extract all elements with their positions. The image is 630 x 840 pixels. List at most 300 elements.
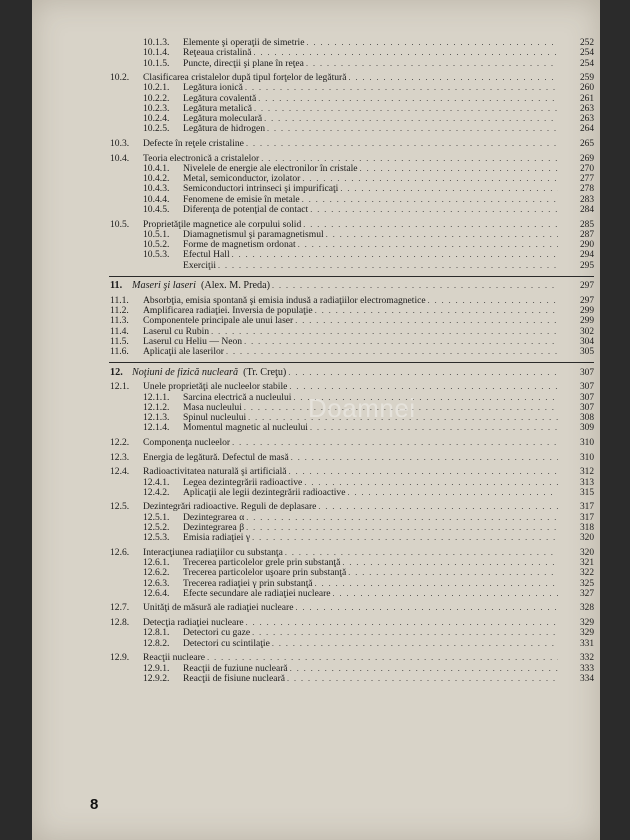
entry-page: 312	[579, 467, 594, 478]
entry-number: 12.6.4.	[143, 587, 170, 599]
dot-leader	[248, 413, 558, 423]
entry-title: Interacţiunea radiaţiilor cu substanţa	[143, 547, 283, 558]
entry-number: 12.6.3.	[143, 577, 170, 589]
entry-page: 334	[579, 673, 594, 684]
entry-author: (Alex. M. Preda)	[200, 281, 270, 292]
entry-page: 322	[579, 568, 594, 579]
dot-leader	[360, 164, 558, 174]
section-divider	[109, 276, 594, 277]
entry-title-line	[143, 306, 558, 316]
toc-entry	[32, 639, 600, 649]
entry-page: 308	[579, 413, 594, 424]
entry-title: Componenţa nucleelor	[143, 438, 231, 449]
entry-number: 12.4.	[110, 466, 130, 478]
toc-entry	[32, 174, 600, 184]
entry-title: Diamagnetismul şi paramagnetismul	[183, 229, 324, 240]
entry-page: 313	[579, 477, 594, 488]
dot-leader	[252, 533, 558, 543]
entry-title: Dezintegrări radioactive. Reguli de deplasare	[143, 502, 317, 513]
entry-page: 297	[579, 281, 594, 292]
entry-title-line	[183, 94, 558, 104]
entry-title: Emisia radiaţiei γ	[183, 533, 251, 544]
dot-leader	[245, 83, 558, 93]
toc-entry	[32, 240, 600, 250]
entry-number: 10.2.5.	[143, 123, 170, 135]
dot-leader	[318, 502, 558, 512]
toc-entry	[32, 261, 600, 271]
entry-title: Nivelele de energie ale electronilor în cristale	[183, 163, 358, 174]
entry-title: Unele proprietăţi ale nucleelor stabile	[143, 382, 288, 393]
entry-title-line	[183, 423, 558, 433]
dot-leader	[348, 488, 559, 498]
entry-title-line	[143, 347, 558, 357]
dot-leader	[246, 513, 558, 523]
entry-page: 307	[579, 367, 594, 378]
entry-title: Clasificarea cristalelor după tipul forţelor de legătură	[143, 73, 347, 84]
entry-title-line	[183, 48, 558, 58]
toc-entry	[32, 347, 600, 357]
entry-page: 320	[579, 547, 594, 558]
entry-title-line	[143, 73, 558, 83]
entry-title-line	[183, 533, 558, 543]
entry-page: 287	[579, 229, 594, 240]
toc-entry	[32, 488, 600, 498]
dot-leader	[326, 230, 558, 240]
entry-number: 10.2.2.	[143, 92, 170, 104]
dot-leader	[310, 205, 558, 215]
entry-title-line	[183, 674, 558, 684]
dot-leader	[253, 48, 558, 58]
entry-number: 12.5.2.	[143, 521, 170, 533]
entry-page: 304	[579, 336, 594, 347]
toc-entry	[32, 250, 600, 260]
entry-page: 317	[579, 512, 594, 523]
entry-number: 10.3.	[110, 138, 130, 150]
entry-number: 12.1.	[110, 381, 130, 393]
entry-page: 321	[579, 558, 594, 569]
entry-title-line	[143, 618, 558, 628]
dot-leader	[285, 548, 558, 558]
entry-title: Teoria electronică a cristalelor	[143, 153, 260, 164]
toc-entry	[32, 533, 600, 543]
entry-number: 10.5.2.	[143, 239, 170, 251]
dot-leader	[254, 104, 558, 114]
entry-number: 10.5.1.	[143, 228, 170, 240]
entry-title: Fenomene de emisie în metale	[183, 194, 300, 205]
toc-entry	[32, 59, 600, 69]
entry-number: 12.5.3.	[143, 532, 170, 544]
entry-title: Legătura metalică	[183, 103, 252, 114]
entry-title-line	[183, 240, 558, 250]
entry-page: 310	[579, 438, 594, 449]
toc-entry	[32, 230, 600, 240]
entry-title-line	[183, 558, 558, 568]
entry-page: 265	[579, 139, 594, 150]
entry-page: 305	[579, 347, 594, 358]
entry-number: 10.5.	[110, 218, 130, 230]
dot-leader	[218, 261, 558, 271]
entry-page: 307	[579, 382, 594, 393]
table-of-contents	[32, 38, 600, 684]
entry-title: Dezintegrarea β	[183, 522, 245, 533]
entry-number: 12.9.2.	[143, 672, 170, 684]
dot-leader	[244, 403, 558, 413]
entry-title-line	[183, 104, 558, 114]
toc-entry	[32, 423, 600, 433]
entry-page: 252	[579, 38, 594, 48]
dot-leader	[246, 618, 558, 628]
entry-number: 10.4.3.	[143, 183, 170, 195]
entry-title: Trecerea particolelor uşoare prin substanţă	[183, 568, 347, 579]
dot-leader	[261, 154, 558, 164]
entry-title: Laserul cu Heliu — Neon	[143, 336, 243, 347]
toc-entry	[32, 164, 600, 174]
toc-entry	[32, 104, 600, 114]
dot-leader	[342, 558, 558, 568]
entry-number: 12.6.	[110, 546, 130, 558]
entry-number: 12.9.1.	[143, 662, 170, 674]
entry-number: 10.4.5.	[143, 203, 170, 215]
entry-title-line	[183, 230, 558, 240]
entry-title-line	[183, 114, 558, 124]
toc-entry	[32, 48, 600, 58]
dot-leader	[232, 250, 558, 260]
entry-title: Metal, semiconductor, izolator	[183, 174, 301, 185]
entry-author: (Tr. Creţu)	[243, 367, 287, 378]
entry-title: Legătura ionică	[183, 83, 243, 94]
entry-page: 331	[579, 638, 594, 649]
entry-number: 10.4.	[110, 152, 130, 164]
toc-entry	[32, 628, 600, 638]
entry-title: Aplicaţii ale legii dezintegrării radioactive	[183, 487, 346, 498]
dot-leader	[340, 184, 558, 194]
entry-number: 12.1.3.	[143, 412, 170, 424]
dot-leader	[244, 337, 558, 347]
entry-title-line	[183, 589, 558, 599]
entry-title-line	[183, 478, 558, 488]
entry-page: 329	[579, 618, 594, 629]
dot-leader	[303, 220, 558, 230]
entry-title-line	[143, 296, 558, 306]
toc-entry	[32, 382, 600, 392]
entry-page: 260	[579, 83, 594, 94]
entry-title: Elemente şi operaţii de simetrie	[183, 38, 305, 48]
entry-title: Legătura covalentă	[183, 93, 257, 104]
entry-number: 12.6.2.	[143, 567, 170, 579]
dot-leader	[295, 316, 558, 326]
toc-entry	[32, 502, 600, 512]
entry-title-line	[143, 220, 558, 230]
entry-title-line	[143, 327, 558, 337]
entry-page: 299	[579, 306, 594, 317]
entry-title-line	[143, 154, 558, 164]
toc-entry	[32, 478, 600, 488]
toc-entry	[32, 467, 600, 477]
entry-page: 254	[579, 48, 594, 59]
entry-number: 12.4.2.	[143, 486, 170, 498]
entry-title: Spinul nucleului	[183, 413, 247, 424]
toc-entry	[32, 38, 600, 48]
entry-page: 263	[579, 103, 594, 114]
entry-page: 290	[579, 240, 594, 251]
entry-title-line	[183, 261, 558, 271]
toc-entry	[32, 393, 600, 403]
entry-page: 307	[579, 402, 594, 413]
dot-leader	[293, 393, 558, 403]
entry-title-line	[143, 467, 558, 477]
page-number: 8	[90, 796, 99, 813]
entry-number: 10.5.3.	[143, 249, 170, 261]
entry-page: 309	[579, 423, 594, 434]
entry-title: Trecerea radiaţiei γ prin substanţă	[183, 578, 313, 589]
entry-number: 11.3.	[110, 315, 129, 327]
entry-number: 11.2.	[110, 305, 129, 317]
entry-title-line	[183, 639, 558, 649]
entry-title: Amplificarea radiaţiei. Inversia de populaţie	[143, 306, 313, 317]
entry-title: Diferenţa de potenţial de contact	[183, 204, 309, 215]
entry-number: 12.6.1.	[143, 557, 170, 569]
entry-number: 10.4.1.	[143, 162, 170, 174]
toc-entry	[32, 184, 600, 194]
dot-leader	[302, 195, 558, 205]
entry-title: Laserul cu Rubin	[143, 326, 210, 337]
entry-number: 10.4.2.	[143, 173, 170, 185]
entry-title: Efectul Hall	[183, 250, 230, 261]
entry-number: 12.9.	[110, 652, 130, 664]
entry-title-line	[183, 628, 558, 638]
entry-title: Unităţi de măsură ale radiaţiei nucleare	[143, 603, 294, 614]
dot-leader	[349, 73, 558, 83]
entry-title: Componentele principale ale unui laser	[143, 316, 294, 327]
entry-page: 317	[579, 502, 594, 513]
entry-title: Absorbţia, emisia spontană şi emisia indusă a radiaţiilor electromagnetice	[143, 295, 426, 306]
entry-page: 318	[579, 522, 594, 533]
dot-leader	[287, 674, 558, 684]
entry-number: 12.4.1.	[143, 476, 170, 488]
entry-number: 10.2.4.	[143, 113, 170, 125]
watermark: Doamnei	[308, 393, 416, 423]
entry-number: 12.8.	[110, 617, 130, 629]
entry-title-line	[183, 250, 558, 260]
toc-entry	[32, 558, 600, 568]
toc-entry	[32, 73, 600, 83]
entry-number: 12.	[110, 366, 123, 378]
entry-number: 12.7.	[110, 602, 130, 614]
entry-page: 333	[579, 663, 594, 674]
entry-page: 264	[579, 124, 594, 135]
entry-title-line	[143, 382, 558, 392]
dot-leader	[267, 124, 558, 134]
entry-number: 12.5.	[110, 501, 130, 513]
entry-title-line	[183, 38, 558, 48]
entry-page: 254	[579, 58, 594, 69]
dot-leader	[207, 653, 558, 663]
entry-title-line	[183, 568, 558, 578]
dot-leader	[272, 639, 558, 649]
entry-title: Reacţii de fisiune nucleară	[183, 673, 286, 684]
entry-title: Proprietăţile magnetice ale corpului solid	[143, 219, 302, 230]
dot-leader	[289, 382, 558, 392]
entry-number: 11.5.	[110, 335, 129, 347]
entry-title: Radioactivitatea naturală şi artificială	[143, 467, 287, 478]
dot-leader	[306, 59, 558, 69]
entry-number: 12.3.	[110, 451, 130, 463]
toc-entry	[32, 124, 600, 134]
entry-title: Maseri şi laseri	[132, 281, 196, 292]
entry-page: 269	[579, 153, 594, 164]
entry-title: Reţeaua cristalină	[183, 48, 252, 59]
entry-number: 12.1.4.	[143, 422, 170, 434]
dot-leader	[258, 94, 558, 104]
entry-title: Efecte secundare ale radiaţiei nucleare	[183, 588, 331, 599]
toc-entry	[32, 413, 600, 423]
toc-chapter-entry	[32, 368, 600, 378]
entry-title: Reacţii nucleare	[143, 653, 206, 664]
entry-page: 278	[579, 184, 594, 195]
entry-title-line	[143, 603, 558, 613]
entry-page: 277	[579, 174, 594, 185]
entry-page: 285	[579, 219, 594, 230]
entry-title: Forme de magnetism ordonat	[183, 240, 296, 251]
entry-title: Legea dezintegrării radioactive	[183, 477, 303, 488]
entry-title: Legătura moleculară	[183, 114, 263, 125]
entry-title-line	[183, 488, 558, 498]
toc-entry	[32, 568, 600, 578]
toc-entry	[32, 453, 600, 463]
book-page	[32, 0, 600, 840]
entry-number: 10.4.4.	[143, 193, 170, 205]
dot-leader	[315, 579, 558, 589]
entry-title: Puncte, direcţii şi plane în reţea	[183, 58, 304, 69]
entry-title-line	[132, 281, 558, 291]
entry-title-line	[183, 664, 558, 674]
entry-title: Momentul magnetic al nucleului	[183, 423, 308, 434]
entry-number: 12.8.1.	[143, 627, 170, 639]
toc-entry	[32, 195, 600, 205]
dot-leader	[296, 603, 559, 613]
entry-title: Noţiuni de fizică nucleară	[132, 367, 239, 378]
dot-leader	[246, 523, 558, 533]
entry-title: Detectori cu gaze	[183, 628, 251, 639]
entry-number: 10.2.	[110, 72, 130, 84]
toc-entry	[32, 513, 600, 523]
entry-title: Detectori cu scintilaţie	[183, 638, 270, 649]
dot-leader	[226, 347, 558, 357]
entry-number: 11.6.	[110, 346, 129, 358]
entry-title: Masa nucleului	[183, 402, 242, 413]
entry-page: 332	[579, 653, 594, 664]
entry-number: 12.8.2.	[143, 637, 170, 649]
dot-leader	[252, 628, 558, 638]
toc-entry	[32, 438, 600, 448]
entry-title-line	[143, 337, 558, 347]
dot-leader	[298, 240, 558, 250]
entry-title: Detecţia radiaţiei nucleare	[143, 618, 244, 629]
entry-page: 327	[579, 588, 594, 599]
entry-title-line	[183, 205, 558, 215]
entry-page: 302	[579, 326, 594, 337]
entry-title-line	[143, 453, 558, 463]
toc-entry	[32, 589, 600, 599]
entry-page: 307	[579, 392, 594, 403]
dot-leader	[306, 38, 558, 48]
entry-title: Energia de legătură. Defectul de masă	[143, 452, 289, 463]
entry-title: Dezintegrarea α	[183, 512, 245, 523]
entry-title-line	[183, 164, 558, 174]
entry-title: Aplicaţii ale laserilor	[143, 347, 224, 358]
toc-entry	[32, 205, 600, 215]
entry-title-line	[183, 413, 558, 423]
entry-page: 325	[579, 578, 594, 589]
entry-title: Defecte în reţele cristaline	[143, 139, 244, 150]
dot-leader	[211, 327, 558, 337]
dot-leader	[232, 438, 558, 448]
entry-title: Legătura de hidrogen	[183, 124, 266, 135]
entry-number: 10.1.3.	[143, 37, 170, 48]
toc-entry	[32, 83, 600, 93]
entry-page: 283	[579, 194, 594, 205]
entry-title-line	[183, 59, 558, 69]
toc-entry	[32, 664, 600, 674]
entry-number: 12.1.2.	[143, 401, 170, 413]
dot-leader	[290, 664, 558, 674]
entry-title-line	[183, 195, 558, 205]
entry-title-line	[143, 438, 558, 448]
entry-title: Exerciţii	[183, 260, 217, 271]
entry-number: 10.2.3.	[143, 102, 170, 114]
entry-title-line	[183, 579, 558, 589]
entry-page: 295	[579, 260, 594, 271]
entry-title-line	[183, 403, 558, 413]
dot-leader	[304, 478, 558, 488]
entry-page: 261	[579, 93, 594, 104]
entry-title: Trecerea particolelor grele prin substanţă	[183, 558, 341, 569]
dot-leader	[291, 453, 558, 463]
dot-leader	[315, 306, 558, 316]
entry-page: 329	[579, 628, 594, 639]
entry-page: 310	[579, 452, 594, 463]
entry-page: 270	[579, 163, 594, 174]
entry-title-line	[143, 548, 558, 558]
toc-entry	[32, 579, 600, 589]
dot-leader	[288, 368, 558, 378]
toc-entry	[32, 403, 600, 413]
toc-entry	[32, 523, 600, 533]
entry-title-line	[183, 393, 558, 403]
entry-number: 10.1.5.	[143, 57, 170, 69]
entry-title-line	[183, 184, 558, 194]
entry-page: 284	[579, 204, 594, 215]
entry-title-line	[143, 139, 558, 149]
entry-page: 299	[579, 316, 594, 327]
entry-number: 10.1.4.	[143, 47, 170, 59]
entry-number: 11.	[110, 280, 123, 292]
toc-chapter-entry	[32, 281, 600, 291]
entry-title: Sarcina electrică a nucleului	[183, 392, 292, 403]
dot-leader	[246, 139, 558, 149]
entry-number: 11.1.	[110, 294, 129, 306]
dot-leader	[348, 568, 558, 578]
section-divider	[109, 362, 594, 363]
toc-entry	[32, 139, 600, 149]
entry-page: 297	[579, 295, 594, 306]
entry-page: 320	[579, 533, 594, 544]
entry-page: 263	[579, 114, 594, 125]
dot-leader	[289, 467, 558, 477]
entry-title-line	[183, 124, 558, 134]
toc-entry	[32, 114, 600, 124]
dot-leader	[272, 281, 558, 291]
